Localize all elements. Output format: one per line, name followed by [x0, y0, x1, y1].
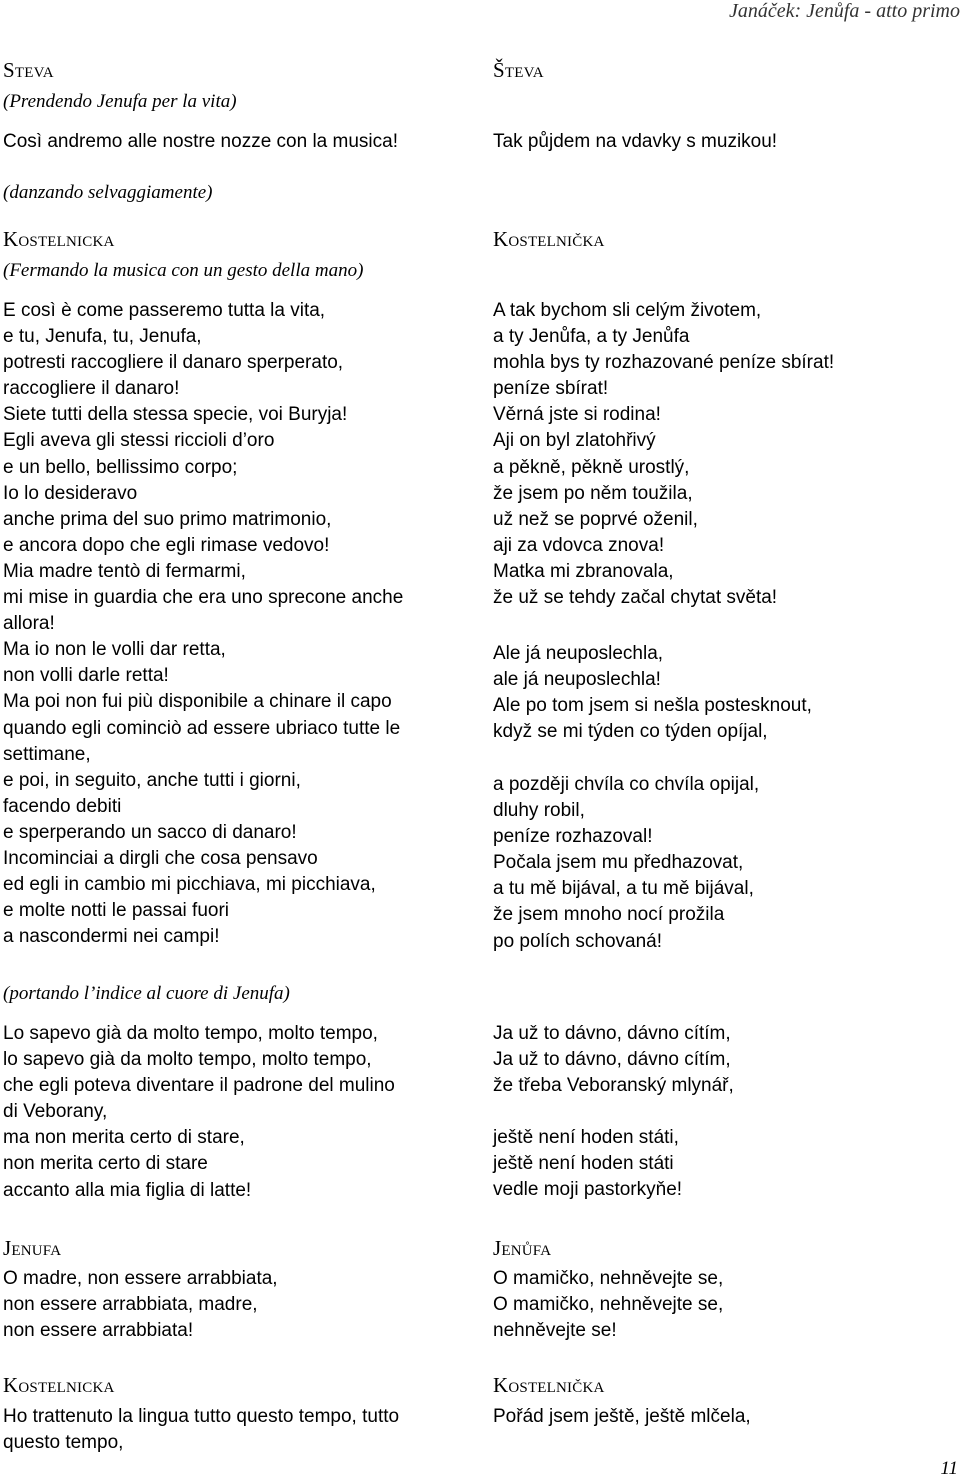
speaker-name: Kostelnicka: [3, 1373, 115, 1397]
speaker-name: Jenůfa: [493, 1236, 552, 1260]
verse-line: Ja už to dávno, dávno cítím,: [493, 1023, 731, 1044]
verse-line: facendo debiti: [3, 795, 122, 817]
verse-block: [493, 129, 960, 155]
running-header: Janáček: Jenůfa - atto primo: [728, 0, 960, 22]
verse-line: že jsem po něm toužila,: [493, 482, 693, 504]
verse-block: [493, 1021, 960, 1099]
verse-block: [3, 298, 479, 950]
verse-block: [3, 1404, 479, 1456]
verse-block: [493, 641, 960, 745]
verse-line: Pořád jsem ještě, ještě mlčela,: [493, 1406, 751, 1427]
verse-line: vedle moji pastorkyňe!: [493, 1179, 683, 1201]
stage-direction: (portando l’indice al cuore di Jenufa): [3, 983, 290, 1004]
stage-direction: (Fermando la musica con un gesto della mano): [3, 260, 364, 281]
verse-line: ještě není hoden státi: [493, 1153, 674, 1175]
verse-line: settimane,: [3, 743, 91, 765]
verse-line: mi mise in guardia che era uno sprecone anche: [3, 587, 404, 609]
verse-line: non essere arrabbiata, madre,: [3, 1294, 258, 1316]
verse-line: že jsem mnoho nocí prožila: [493, 904, 725, 926]
verse-line: Io lo desideravo: [3, 482, 138, 504]
verse-line: ještě není hoden státi,: [493, 1127, 679, 1148]
verse-line: a pěkně, pěkně urostlý,: [493, 456, 690, 478]
page-number: 11: [940, 1458, 958, 1479]
verse-line: che egli poteva diventare il padrone del mulino: [3, 1075, 395, 1097]
verse-line: mohla bys ty rozhazované peníze sbírat!: [493, 352, 835, 374]
verse-line: e tu, Jenufa, tu, Jenufa,: [3, 326, 202, 348]
verse-line: e molte notti le passai fuori: [3, 900, 230, 922]
verse-line: accanto alla mia figlia di latte!: [3, 1179, 252, 1201]
verse-line: ale já neuposlechla!: [493, 669, 661, 691]
verse-line: non merita certo di stare: [3, 1153, 208, 1175]
verse-block: [493, 1404, 960, 1430]
speaker-name: Števa: [493, 58, 544, 82]
verse-line: že už se tehdy začal chytat světa!: [493, 587, 778, 609]
verse-line: questo tempo,: [3, 1432, 124, 1454]
verse-line: Ale po tom jsem si nešla postesknout,: [493, 695, 812, 717]
verse-line: dluhy robil,: [493, 800, 585, 822]
verse-line: aji za vdovca znova!: [493, 534, 665, 556]
speaker-name: Kostelnička: [493, 1373, 605, 1397]
verse-line: Ma io non le volli dar retta,: [3, 639, 226, 661]
verse-line: allora!: [3, 613, 55, 635]
verse-line: e un bello, bellissimo corpo;: [3, 456, 238, 478]
verse-line: a ty Jenůfa, a ty Jenůfa: [493, 326, 690, 348]
verse-line: A tak bychom sli celým životem,: [493, 300, 762, 321]
verse-line: O mamičko, nehněvejte se,: [493, 1294, 724, 1316]
verse-line: Ale já neuposlechla,: [493, 643, 664, 664]
verse-line: a později chvíla co chvíla opijal,: [493, 774, 760, 795]
verse-line: lo sapevo già da molto tempo, molto tempo,: [3, 1049, 372, 1071]
verse-line: Matka mi zbranovala,: [493, 560, 674, 582]
verse-line: potresti raccogliere il danaro sperperato,: [3, 352, 344, 374]
verse-line: ma non merita certo di stare,: [3, 1127, 245, 1149]
verse-block: [493, 772, 960, 955]
verse-line: peníze rozhazoval!: [493, 826, 653, 848]
verse-line: Ja už to dávno, dávno cítím,: [493, 1049, 731, 1071]
verse-block: [3, 1021, 479, 1204]
verse-line: když se mi týden co týden opíjal,: [493, 721, 768, 743]
verse-line: Così andremo alle nostre nozze con la musica!: [3, 131, 398, 152]
verse-line: už než se poprvé oženil,: [493, 508, 698, 530]
verse-line: raccogliere il danaro!: [3, 378, 180, 400]
verse-line: Aji on byl zlatohřivý: [493, 430, 656, 452]
verse-line: e poi, in seguito, anche tutti i giorni,: [3, 769, 301, 791]
verse-line: a nascondermi nei campi!: [3, 926, 220, 948]
verse-line: non volli darle retta!: [3, 665, 169, 687]
verse-line: Věrná jste si rodina!: [493, 404, 661, 426]
verse-line: že třeba Veboranský mlynář,: [493, 1075, 734, 1097]
verse-line: Ho trattenuto la lingua tutto questo tempo, tutto: [3, 1406, 400, 1427]
verse-line: Ma poi non fui più disponibile a chinare il capo: [3, 691, 392, 713]
verse-line: Egli aveva gli stessi riccioli d’oro: [3, 430, 275, 452]
verse-line: e sperperando un sacco di danaro!: [3, 821, 297, 843]
verse-line: O madre, non essere arrabbiata,: [3, 1268, 278, 1289]
verse-block: [493, 298, 960, 611]
speaker-name: Kostelnička: [493, 227, 605, 251]
verse-block: [493, 1125, 960, 1203]
verse-block: [3, 129, 479, 155]
speaker-name: Steva: [3, 58, 54, 82]
verse-line: po polích schovaná!: [493, 930, 663, 952]
verse-block: [3, 1266, 479, 1344]
verse-line: anche prima del suo primo matrimonio,: [3, 508, 332, 530]
verse-line: Incominciai a dirgli che cosa pensavo: [3, 847, 318, 869]
stage-direction: (Prendendo Jenufa per la vita): [3, 91, 237, 112]
verse-line: quando egli cominciò ad essere ubriaco tutte le: [3, 717, 401, 739]
verse-line: Tak půjdem na vdavky s muzikou!: [493, 131, 778, 152]
speaker-name: Jenufa: [3, 1236, 62, 1260]
verse-line: Siete tutti della stessa specie, voi Buryja!: [3, 404, 348, 426]
verse-line: a tu mě bijával, a tu mě bijával,: [493, 878, 754, 900]
verse-line: Lo sapevo già da molto tempo, molto tempo,: [3, 1023, 378, 1044]
verse-block: [493, 1266, 960, 1344]
verse-line: non essere arrabbiata!: [3, 1320, 194, 1342]
verse-line: E così è come passeremo tutta la vita,: [3, 300, 326, 321]
stage-direction: (danzando selvaggiamente): [3, 182, 213, 203]
speaker-name: Kostelnicka: [3, 227, 115, 251]
verse-line: ed egli in cambio mi picchiava, mi picchiava,: [3, 874, 376, 896]
verse-line: peníze sbírat!: [493, 378, 609, 400]
verse-line: e ancora dopo che egli rimase vedovo!: [3, 534, 330, 556]
verse-line: O mamičko, nehněvejte se,: [493, 1268, 724, 1289]
verse-line: Počala jsem mu předhazovat,: [493, 852, 744, 874]
verse-line: nehněvejte se!: [493, 1320, 617, 1342]
verse-line: di Veborany,: [3, 1101, 108, 1123]
verse-line: Mia madre tentò di fermarmi,: [3, 560, 246, 582]
